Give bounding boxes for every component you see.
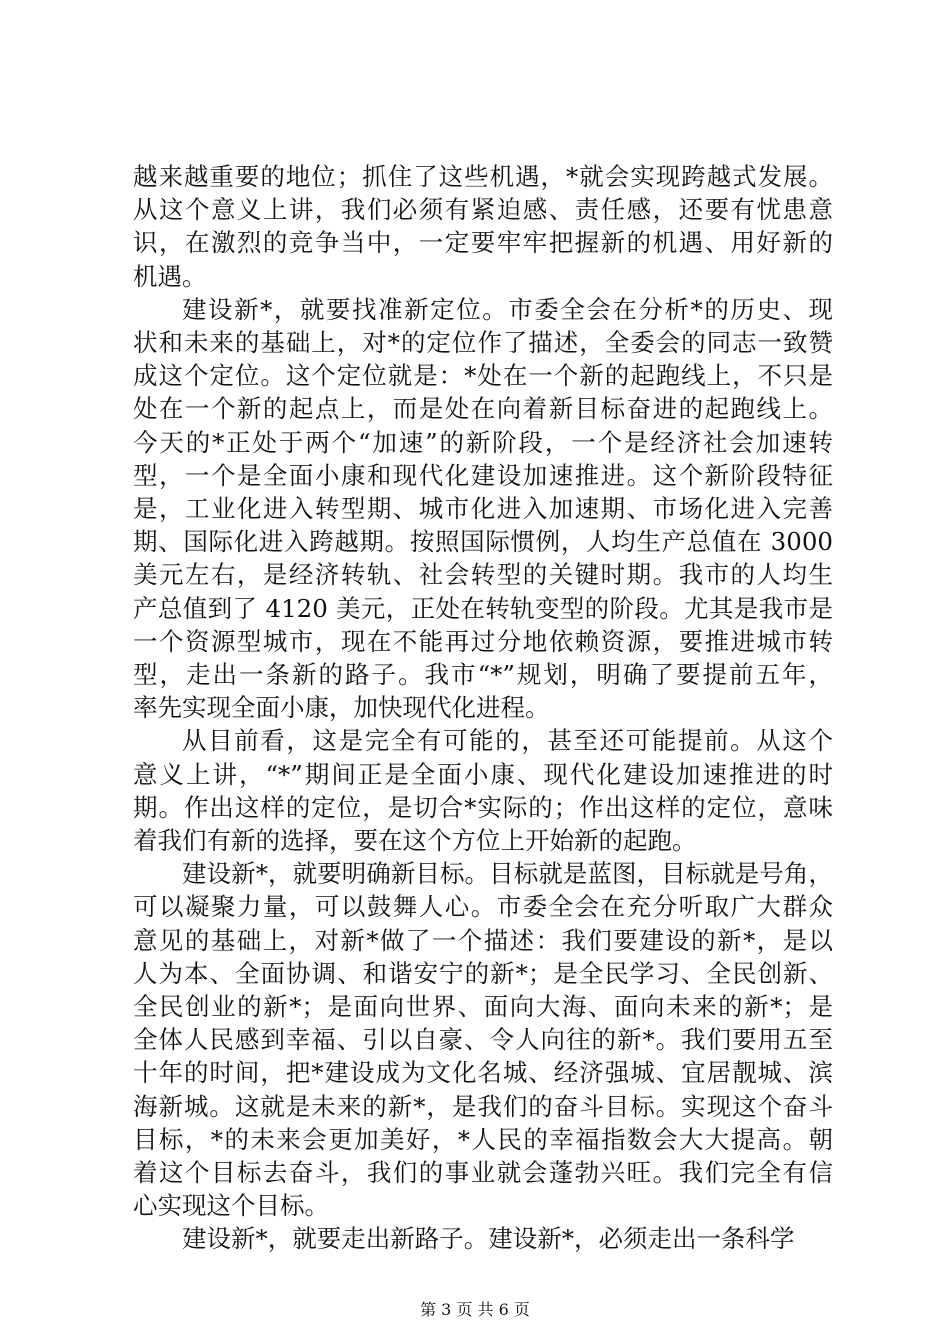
text-line: 型，一个是全面小康和现代化建设加速推进。这个新阶段特征: [133, 460, 833, 490]
text-line: 机遇。: [133, 261, 207, 291]
text-line: 率先实现全面小康，加快现代化进程。: [133, 693, 550, 723]
text-line: 全体人民感到幸福、引以自豪、令人向往的新*。我们要用五至: [133, 1025, 833, 1055]
text-line: 全民创业的新*；是面向世界、面向大海、面向未来的新*；是: [133, 992, 833, 1021]
text-line: 产总值到了 4120 美元，正处在转轨变型的阶段。尤其是我市是: [133, 593, 833, 623]
text-line: 成这个定位。这个定位就是：*处在一个新的起跑线上，不只是: [133, 361, 833, 391]
text-line: 期、国际化进入跨越期。按照国际惯例，人均生产总值在 3000: [133, 527, 833, 557]
page-number-footer: 第 3 页 共 6 页: [420, 1300, 530, 1319]
text-line: 越来越重要的地位；抓住了这些机遇，*就会实现跨越式发展。: [133, 162, 833, 191]
text-line: 心实现这个目标。: [133, 1191, 329, 1221]
text-line: 建设新*，就要走出新路子。建设新*，必须走出一条科学: [182, 1224, 795, 1254]
text-line: 是，工业化进入转型期、城市化进入加速期、市场化进入完善: [133, 494, 833, 523]
text-line: 处在一个新的起点上，而是处在向着新目标奋进的起跑线上。: [133, 394, 833, 424]
text-line: 建设新*，就要明确新目标。目标就是蓝图，目标就是号角，: [182, 859, 833, 889]
text-line: 目标，*的未来会更加美好，*人民的幸福指数会大大提高。朝: [133, 1124, 833, 1154]
text-line: 建设新*，就要找准新定位。市委全会在分析*的历史、现: [182, 294, 833, 324]
text-line: 人为本、全面协调、和谐安宁的新*；是全民学习、全民创新、: [133, 958, 833, 988]
text-line: 识，在激烈的竞争当中，一定要牢牢把握新的机遇、用好新的: [133, 228, 833, 258]
text-line: 着这个目标去奋斗，我们的事业就会蓬勃兴旺。我们完全有信: [133, 1158, 833, 1187]
text-line: 意义上讲，“*”期间正是全面小康、现代化建设加速推进的时: [133, 759, 833, 789]
text-line: 一个资源型城市，现在不能再过分地依赖资源，要推进城市转: [133, 626, 833, 656]
text-line: 意见的基础上，对新*做了一个描述：我们要建设的新*，是以: [133, 925, 833, 955]
text-line: 可以凝聚力量，可以鼓舞人心。市委全会在充分听取广大群众: [133, 892, 833, 922]
text-line: 型，走出一条新的路子。我市“*”规划，明确了要提前五年，: [133, 660, 833, 689]
text-line: 从这个意义上讲，我们必须有紧迫感、责任感，还要有忧患意: [133, 195, 833, 225]
text-line: 期。作出这样的定位，是切合*实际的；作出这样的定位，意味: [133, 792, 833, 822]
text-line: 十年的时间，把*建设成为文化名城、经济强城、宜居靓城、滨: [133, 1058, 833, 1088]
text-line: 美元左右，是经济转轨、社会转型的关键时期。我市的人均生: [133, 560, 833, 590]
text-line: 状和未来的基础上，对*的定位作了描述，全委会的同志一致赞: [133, 328, 833, 357]
text-line: 从目前看，这是完全有可能的，甚至还可能提前。从这个: [182, 726, 833, 756]
text-line: 今天的*正处于两个“加速”的新阶段，一个是经济社会加速转: [133, 427, 833, 457]
text-line: 海新城。这就是未来的新*，是我们的奋斗目标。实现这个奋斗: [133, 1091, 833, 1121]
text-line: 着我们有新的选择，要在这个方位上开始新的起跑。: [133, 826, 697, 855]
